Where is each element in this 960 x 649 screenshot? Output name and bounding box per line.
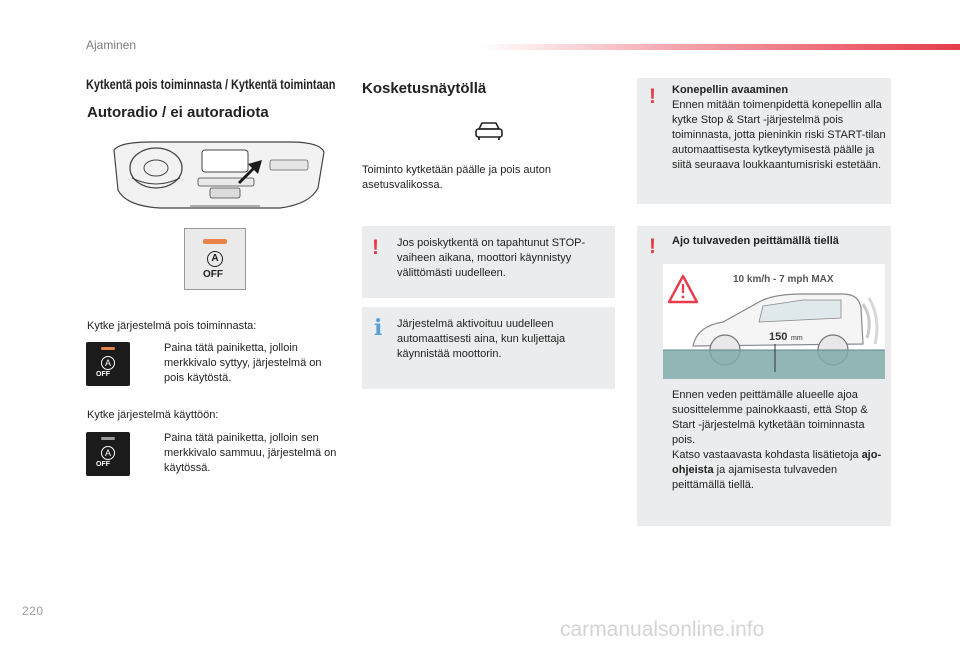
dashboard-illustration <box>110 138 328 218</box>
led-on-indicator <box>101 347 115 350</box>
deactivate-instruction: Paina tätä painiketta, jolloin merkkivalo syttyy, järjestelmä on pois käytöstä. <box>164 342 322 384</box>
flood-illustration <box>663 264 885 379</box>
bonnet-text: Ennen mitään toimenpidettä konepellin alla kytke Stop & Start -järjestelmä pois toiminnasta, jotta pieninkin riski START-tilan automaattisesta kytkeytymisestä päälle ja siitä seuraava loukkaantumisriski estetään. <box>672 99 886 171</box>
bonnet-title: Konepellin avaaminen <box>672 84 789 96</box>
watermark: carmanualsonline.info <box>560 618 765 641</box>
touchscreen-description: Toiminto kytketään päälle ja pois auton asetusvalikossa. <box>362 164 551 191</box>
info-box-reactivation <box>362 307 615 389</box>
touchscreen-heading: Kosketusnäytöllä <box>362 80 487 97</box>
auto-letter: A <box>101 446 115 460</box>
deactivate-intro: Kytke järjestelmä pois toiminnasta: <box>87 320 257 332</box>
warning-box-stop-phase <box>362 226 615 298</box>
warning-box-bonnet <box>637 78 891 204</box>
driving-instructions-link[interactable]: ajo-ohjeista <box>672 449 882 476</box>
bonnet-warning <box>672 83 887 173</box>
warning-icon: ! <box>649 235 656 258</box>
button-closeup <box>184 228 246 290</box>
warning-text: Jos poiskytkentä on tapahtunut STOP-vaiheen aikana, moottori käynnistyy välittömästi uudelleen. <box>397 237 586 279</box>
depth-unit: mm <box>791 335 803 342</box>
info-icon: i <box>374 315 383 341</box>
indicator-led <box>203 239 227 244</box>
warning-icon: ! <box>372 236 379 259</box>
off-label: OFF <box>203 269 223 280</box>
auto-letter: A <box>207 251 223 267</box>
info-text: Järjestelmä aktivoituu uudelleen automaattisesti aina, kun kuljettaja käynnistää moottorin. <box>397 318 566 360</box>
off-label: OFF <box>96 461 110 468</box>
off-label: OFF <box>96 371 110 378</box>
subheading-autoradio: Autoradio / ei autoradiota <box>87 104 269 121</box>
header-accent-line <box>480 44 960 50</box>
section-title: Ajaminen <box>86 38 137 52</box>
main-heading: Kytkentä pois toiminnasta / Kytkentä toimintaan <box>86 76 336 92</box>
car-settings-icon <box>473 120 505 142</box>
activate-instruction: Paina tätä painiketta, jolloin sen merkkivalo sammuu, järjestelmä on käytössä. <box>164 432 337 474</box>
reference-suffix: ja ajamisesta tulvaveden peittämällä tiellä. <box>672 464 838 491</box>
flood-text-recommendation: Ennen veden peittämälle alueelle ajoa suosittelemme painokkaasti, että Stop & Start -järjestelmä kytketään toiminnasta pois. <box>672 389 868 446</box>
stop-start-off-button-active <box>86 342 130 386</box>
flood-title: Ajo tulvaveden peittämällä tiellä <box>672 235 839 247</box>
reference-prefix: Katso vastaavasta kohdasta lisätietoja <box>672 449 862 461</box>
page-number: 220 <box>22 604 44 618</box>
warning-box-flood <box>637 226 891 526</box>
activate-intro: Kytke järjestelmä käyttöön: <box>87 409 219 421</box>
stop-start-off-button-inactive <box>86 432 130 476</box>
flood-text-reference <box>672 448 884 493</box>
auto-letter: A <box>101 356 115 370</box>
depth-value: 150 <box>769 331 788 343</box>
speed-label: 10 km/h - 7 mph MAX <box>733 274 834 285</box>
led-off-indicator <box>101 437 115 440</box>
warning-icon: ! <box>649 85 656 108</box>
